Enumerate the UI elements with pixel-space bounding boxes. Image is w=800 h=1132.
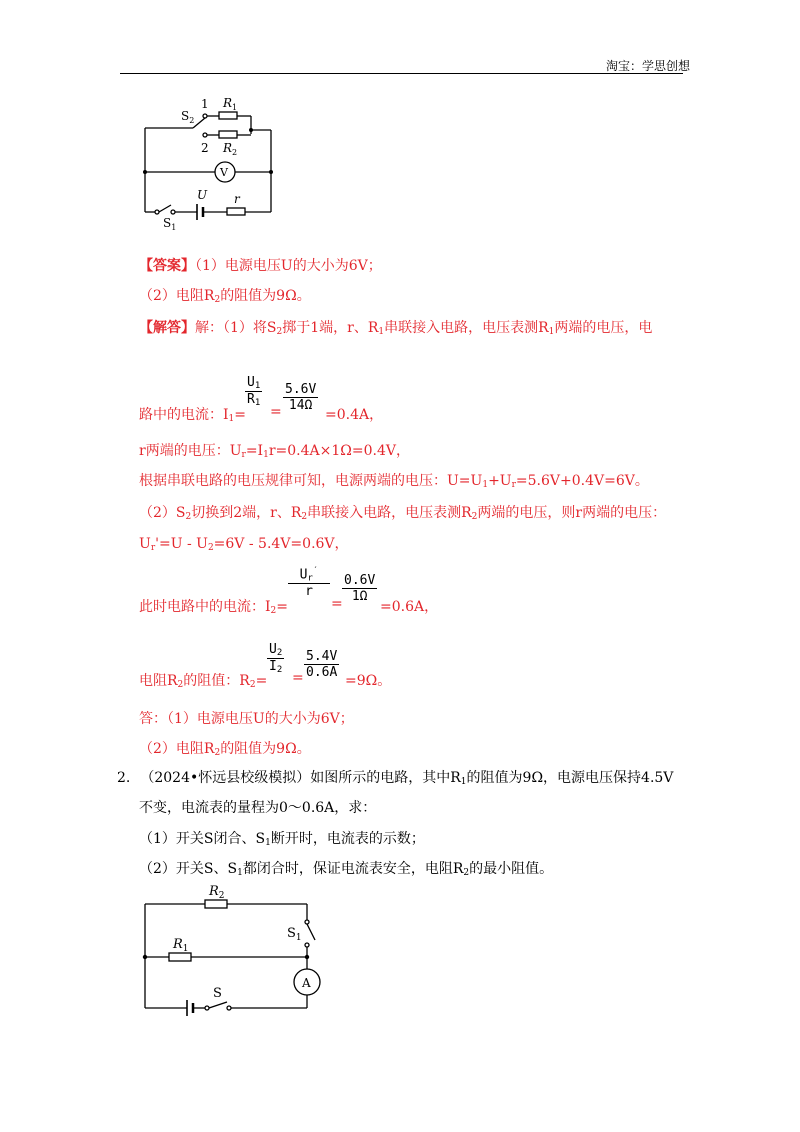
page-header-text: 淘宝：学思创想 (605, 59, 690, 73)
question2-item-1: （1）开关S闭合、$S_1$断开时，电流表的示数； (139, 831, 425, 848)
circuit-diagram-1 (135, 92, 285, 232)
answer-text-2a: （2）电阻R (139, 288, 215, 304)
answer-sub: 2 (214, 295, 221, 305)
equals-3: = (292, 670, 304, 686)
source-voltage-line: 根据串联电路的电压规律可知，电源两端的电压：$U=U_1+U_r=5.6V+0.4V=6V$。 (139, 473, 649, 490)
answer-line-2 (139, 285, 311, 305)
equals-1: = (270, 404, 282, 420)
result-r2: =9Ω。 (345, 673, 392, 689)
voltmeter-label: V (220, 166, 228, 179)
question2-item-2: （2）开关S、$S_1$都闭合时，保证电流表安全，电阻$R_2$的最小阻值。 (139, 861, 554, 878)
ur-line: r两端的电压：$U_r=I_1r=0.4A\times 1\Omega=0.4V$， (139, 443, 410, 460)
fraction-Ur-r: $\frac{U_r'}{r}$ (288, 566, 330, 599)
answer-text-1: （1）电源电压U的大小为6V； (195, 258, 382, 274)
ammeter-label: A (302, 976, 311, 990)
header-rule (120, 73, 683, 74)
current1-label: 路中的电流：$I_1=$ (139, 407, 246, 424)
fraction-5.6V-14ohm: $\frac{5.6V}{14\Omega}$ (285, 382, 317, 413)
result-current1: =0.4A， (325, 407, 384, 423)
label-R1: $R_1$ (223, 96, 238, 112)
equals-2: = (331, 596, 343, 612)
label-R2-circuit2: $R_2$ (209, 884, 225, 901)
label-U: U (197, 188, 208, 202)
answer-tag: 【答案】 (139, 258, 195, 274)
label-S1: $S_1$ (163, 216, 177, 232)
circuit-diagram-2 (135, 882, 335, 1017)
label-S1-circuit2: $S_1$ (287, 926, 302, 943)
fraction-U2-I2: $\frac{U_2}{I_2}$ (269, 642, 283, 675)
solution-tag: 【解答】 (139, 320, 195, 336)
label-r: r (234, 192, 240, 206)
fraction-5.4V-0.6A: $\frac{5.4V}{0.6A}$ (306, 649, 338, 680)
part2-line: $(2)S_2$切换到2端，r、$R_2$串联接入电路，电压表测$R_2$两端的电压，则r两端的电压： (139, 505, 667, 522)
question2-line-1: 2. （2024•怀远县校级模拟）如图所示的电路，其中$R_1$的阻值为9Ω，电源电压保持4.5V (117, 770, 674, 787)
label-S-circuit2: S (213, 986, 222, 1001)
label-contact-2: 2 (201, 141, 209, 155)
fraction-U1-R1: $\frac{U_1}{R_1}$ (247, 375, 261, 408)
answer-text-2b: 的阻值为9Ω。 (220, 288, 311, 304)
ur2-line: $U_r'=U - U_2=6V - 5.4V=0.6V$， (139, 536, 349, 553)
final-answer-1: 答：（1）电源电压U的大小为6V； (139, 711, 354, 727)
r2-label: 电阻$R_2$的阻值：$R_2=$ (139, 673, 268, 690)
label-contact-1: 1 (201, 97, 209, 111)
label-R1-circuit2: $R_1$ (173, 937, 189, 954)
final-answer-2: （2）电阻$R_2$的阻值为9Ω。 (139, 741, 311, 758)
question2-line-2: 不变，电流表的量程为0～0.6A，求： (139, 800, 377, 816)
label-S2: $S_2$ (181, 109, 195, 125)
result-current2: =0.6A， (380, 599, 439, 615)
fraction-0.6V-1ohm: $\frac{0.6V}{1\Omega}$ (344, 573, 376, 604)
answer-line-1 (139, 255, 382, 275)
label-R2: $R_2$ (223, 141, 238, 157)
solution-line-1: 【解答】解：（1）将$S_2$掷于1端，r、$R_1$串联接入电路，电压表测$R_1$两端的电压，电 (139, 320, 653, 337)
current2-label: 此时电路中的电流：$I_2=$ (139, 599, 288, 616)
